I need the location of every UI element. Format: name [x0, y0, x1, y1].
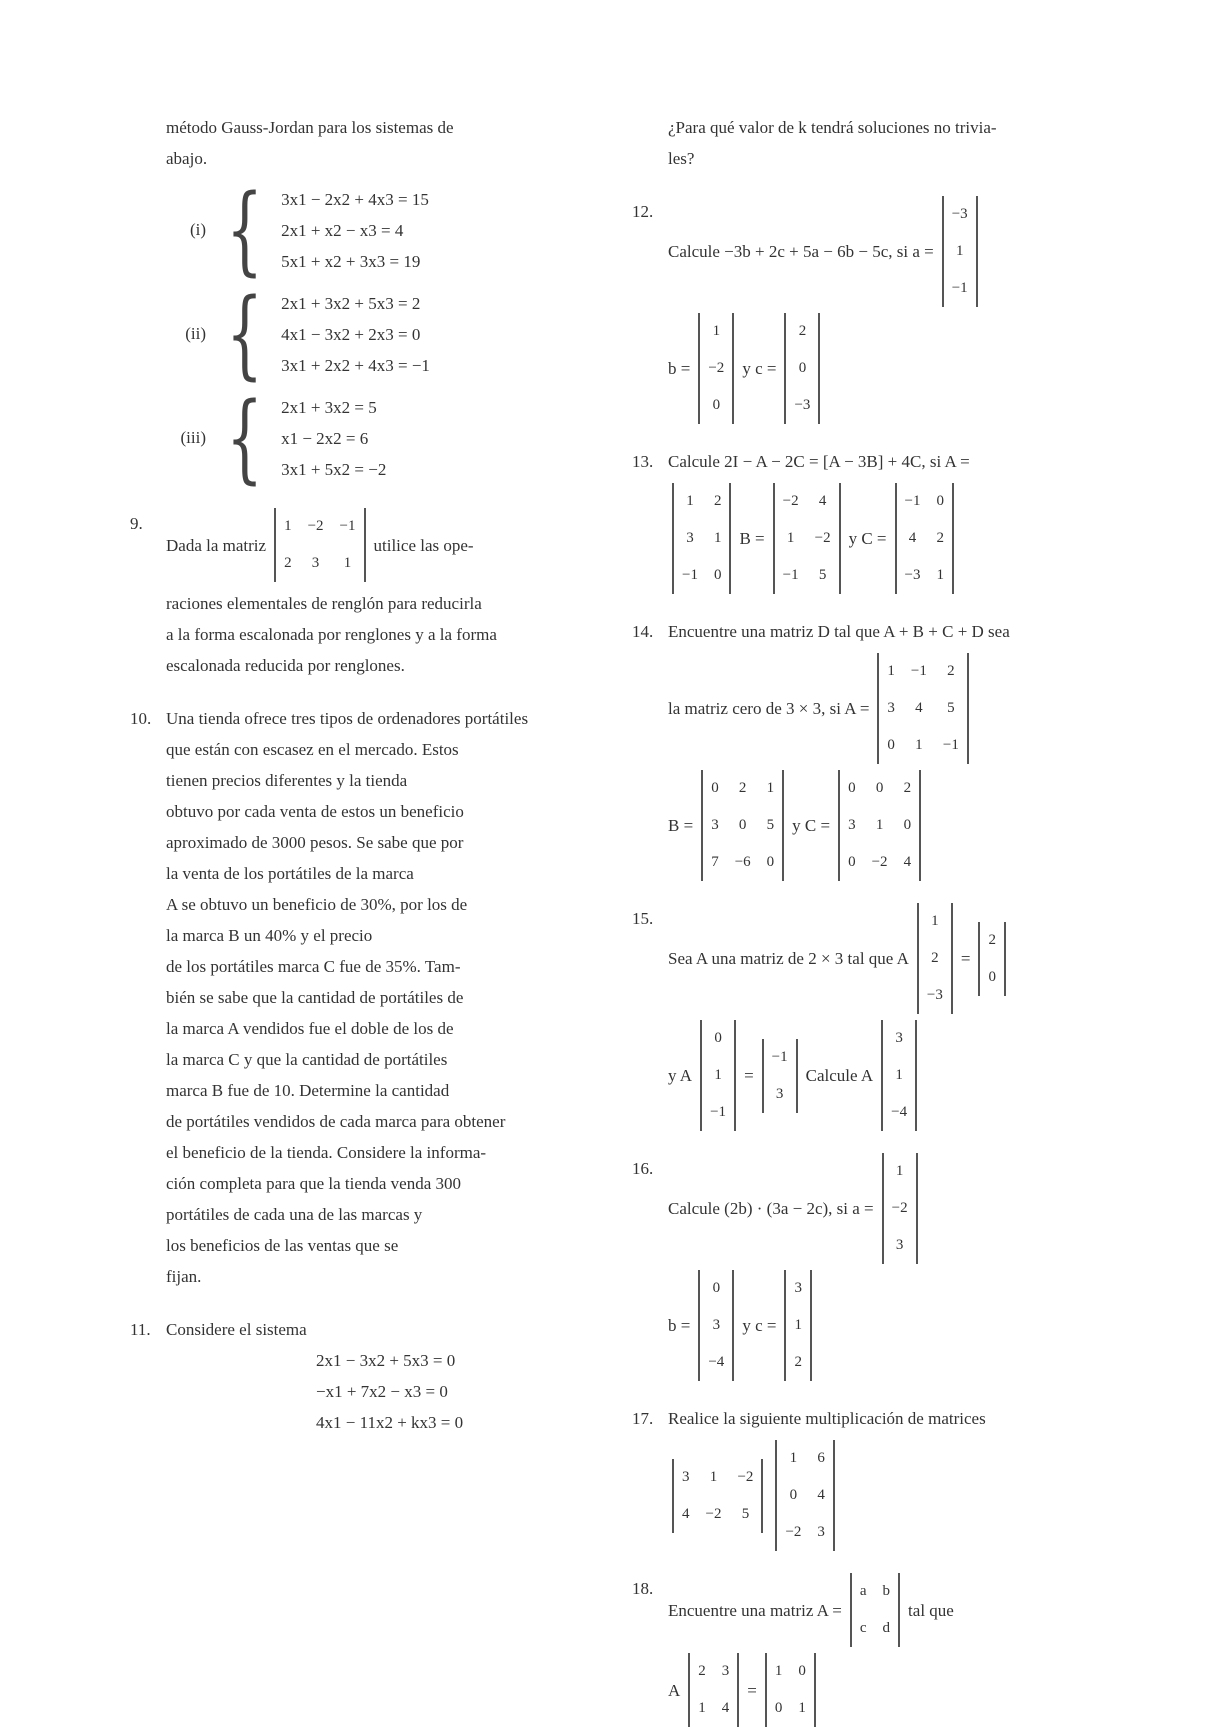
matrix-entry: 7 [711, 854, 719, 870]
problem-text: el beneficio de la tienda. Considere la informa- [166, 1143, 487, 1162]
vector [917, 903, 953, 1014]
vector [784, 1270, 812, 1381]
matrix-entry: 0 [798, 1663, 806, 1679]
problem-text: A se obtuvo un beneficio de 30%, por los de [166, 895, 468, 914]
matrix-entry: 3 [711, 817, 719, 833]
matrix-entry: 0 [798, 360, 807, 376]
matrix-entry: 1 [774, 1663, 783, 1679]
matrix-entry: 4 [682, 1505, 690, 1522]
vector [762, 1039, 798, 1113]
matrix-entry: 3 [895, 1237, 904, 1253]
problem-text: utilice las ope- [373, 535, 474, 555]
matrix-entry: 3 [682, 1468, 690, 1485]
matrix-entry: 0 [875, 780, 884, 796]
matrix-entry: −3 [904, 567, 921, 583]
matrix-entry: 1 [955, 243, 964, 259]
matrix-entry: −6 [734, 854, 751, 870]
matrix-entry: 1 [875, 817, 884, 833]
brace-icon: { [226, 382, 263, 494]
problem-text: Encuentre una matriz D tal que A + B + C + D sea [668, 622, 1010, 641]
problem-number: 13. [632, 452, 654, 471]
matrix-entry: 5 [766, 817, 775, 833]
problem-text: ción completa para que la tienda venda 300 [166, 1174, 462, 1193]
problem-text: obtuvo por cada venta de estos un beneficio [166, 802, 464, 821]
matrix-entry: 0 [848, 854, 856, 870]
matrix-entry: 4 [818, 493, 827, 509]
equation: 4x1 − 11x2 + kx3 = 0 [316, 1413, 464, 1432]
matrix-entry: −2 [737, 1468, 754, 1485]
vector [942, 196, 978, 307]
matrix-entry: 1 [766, 780, 775, 796]
problem-number: 16. [632, 1159, 654, 1178]
matrix-entry: 0 [766, 854, 775, 870]
matrix-entry: a [859, 1583, 867, 1599]
matrix [688, 1653, 739, 1727]
matrix-entry: −3 [926, 987, 943, 1003]
matrix-entry: 1 [284, 518, 292, 534]
matrix-entry: −3 [794, 397, 811, 413]
problem-text: la marca B un 40% y el precio [166, 926, 373, 945]
problem-10 [130, 703, 600, 1292]
problem-13 [632, 446, 1102, 594]
equation: 2x1 + 3x2 = 5 [281, 397, 377, 417]
matrix [838, 770, 921, 881]
matrix [672, 1459, 763, 1533]
problem-text: a la forma escalonada por renglones y a la forma [166, 625, 497, 644]
vector [882, 1153, 918, 1264]
system-label: (ii) [185, 324, 206, 343]
matrix-entry: 2 [936, 530, 944, 546]
matrix-entry: 1 [798, 1700, 806, 1716]
equation-system [170, 278, 600, 390]
matrix-entry: 1 [686, 493, 694, 509]
equation: 2x1 + 3x2 + 5x3 = 2 [281, 293, 421, 313]
vector [881, 1020, 917, 1131]
matrix-entry: 1 [915, 737, 923, 753]
matrix-entry: 2 [738, 780, 747, 796]
continuation-line: les? [668, 149, 695, 168]
vector [978, 922, 1006, 996]
problem-text: fijan. [166, 1267, 202, 1286]
matrix-entry: −3 [951, 206, 968, 222]
matrix-entry: 3 [686, 530, 694, 546]
matrix-entry: −2 [307, 518, 324, 534]
matrix-entry: 1 [931, 913, 939, 929]
matrix-entry: −1 [904, 493, 921, 509]
problem-text: Dada la matriz [166, 535, 267, 555]
matrix-entry: 0 [936, 493, 944, 509]
problem-text: la venta de los portátiles de la marca [166, 864, 414, 883]
matrix-entry: −2 [782, 493, 799, 509]
equation: x1 − 2x2 = 6 [281, 428, 369, 448]
matrix-entry: 5 [741, 1505, 750, 1522]
vector [698, 1270, 734, 1381]
matrix-entry: 2 [903, 780, 912, 796]
matrix-entry: −1 [771, 1048, 788, 1065]
intro-line: abajo. [166, 149, 208, 168]
matrix-entry: 1 [895, 1067, 903, 1083]
matrix-entry: 1 [698, 1700, 706, 1716]
label: A [668, 1680, 681, 1700]
matrix-entry: 2 [798, 323, 807, 339]
matrix-entry: 4 [817, 1487, 825, 1503]
label: = [747, 1680, 757, 1700]
brace-icon: { [226, 174, 263, 286]
matrix-entry: 2 [988, 931, 996, 948]
problem-9 [130, 508, 600, 681]
matrix-entry: −2 [785, 1524, 802, 1540]
label: y C = [792, 816, 831, 835]
matrix-entry: 1 [712, 323, 721, 339]
system-label: (iii) [180, 428, 206, 447]
matrix-entry: 0 [887, 737, 895, 753]
matrix [701, 770, 784, 881]
brace-icon: { [226, 278, 263, 390]
problem-text: de los portátiles marca C fue de 35%. Tam- [166, 957, 461, 976]
label: B = [668, 816, 694, 835]
intro-line: método Gauss-Jordan para los sistemas de [166, 118, 454, 137]
problem-text: Calcule −3b + 2c + 5a − 6b − 5c, si a = [668, 242, 934, 261]
matrix-entry: 3 [311, 555, 320, 571]
problem-text: los beneficios de las ventas que se [166, 1236, 399, 1255]
problem-text: Calcule 2I − A − 2C = [A − 3B] + 4C, si A = [668, 452, 970, 471]
problem-text: la marca C y que la cantidad de portátiles [166, 1050, 448, 1069]
vector [784, 313, 820, 424]
matrix-entry: −2 [871, 854, 888, 870]
matrix-entry: 5 [818, 567, 827, 583]
matrix-entry: −1 [339, 518, 356, 534]
matrix-entry: 0 [713, 567, 722, 583]
matrix-entry: c [859, 1620, 867, 1636]
problem-text: aproximado de 3000 pesos. Se sabe que por [166, 833, 464, 852]
problem-16 [632, 1153, 1102, 1381]
right-column [632, 112, 1102, 1733]
problem-17 [632, 1403, 1102, 1551]
equation: 2x1 + x2 − x3 = 4 [281, 220, 404, 240]
matrix-entry: 4 [721, 1700, 730, 1716]
matrix-entry: 3 [721, 1663, 730, 1679]
matrix-entry: 0 [903, 817, 912, 833]
problem-12 [632, 196, 1102, 424]
problem-number: 12. [632, 202, 654, 221]
matrix-entry: 3 [794, 1280, 802, 1296]
problem-text: la marca A vendidos fue el doble de los de [166, 1019, 454, 1038]
equation: 4x1 − 3x2 + 2x3 = 0 [281, 324, 421, 344]
matrix-entry: −1 [710, 1104, 727, 1120]
matrix-entry: 1 [713, 530, 722, 546]
matrix-entry: 4 [903, 854, 912, 870]
equation: −x1 + 7x2 − x3 = 0 [316, 1382, 448, 1401]
problem-text: Realice la siguiente multiplicación de matrices [668, 1409, 986, 1428]
matrix-entry: −1 [682, 567, 698, 583]
matrix-entry: 0 [714, 1030, 722, 1046]
matrix-entry: d [882, 1620, 891, 1636]
equation: 5x1 + x2 + 3x3 = 19 [281, 251, 421, 271]
label: b = [668, 359, 691, 378]
matrix-entry: −4 [708, 1354, 725, 1370]
problem-number: 18. [632, 1579, 654, 1598]
matrix-entry: 4 [915, 700, 923, 716]
label: y C = [848, 529, 887, 548]
problem-text: Considere el sistema [166, 1320, 307, 1339]
continuation-line: ¿Para qué valor de k tendrá soluciones no trivia- [668, 118, 997, 137]
label: y c = [742, 1316, 777, 1335]
matrix-entry: −2 [705, 1505, 722, 1522]
matrix-entry: 0 [848, 780, 856, 796]
matrix-entry: 1 [794, 1317, 802, 1333]
matrix-entry: 1 [786, 530, 795, 546]
vector [698, 313, 734, 424]
label: b = [668, 1316, 691, 1335]
matrix-entry: 6 [817, 1450, 825, 1466]
problem-text: Encuentre una matriz A = [668, 1600, 842, 1620]
matrix-entry: 0 [988, 968, 996, 985]
matrix-entry: −1 [782, 567, 799, 583]
matrix-entry: −2 [891, 1200, 908, 1216]
matrix-entry: 2 [284, 555, 292, 571]
matrix-entry: 3 [817, 1524, 825, 1540]
matrix-entry: 0 [711, 780, 719, 796]
matrix-entry: 1 [895, 1163, 904, 1179]
problem-text: Calcule (2b) · (3a − 2c), si a = [668, 1199, 874, 1218]
matrix [672, 483, 731, 594]
problem-number: 10. [130, 709, 152, 728]
problem-text: la matriz cero de 3 × 3, si A = [668, 699, 870, 718]
equation: 3x1 − 2x2 + 4x3 = 15 [281, 189, 429, 209]
label: y A [668, 1066, 693, 1085]
equation: 2x1 − 3x2 + 5x3 = 0 [316, 1351, 456, 1370]
matrix [775, 1440, 834, 1551]
matrix-entry: 1 [887, 663, 895, 679]
matrix-entry: 5 [947, 700, 955, 716]
matrix-entry: 2 [931, 950, 939, 966]
matrix-entry: 3 [775, 1085, 784, 1102]
matrix-entry: −2 [708, 360, 725, 376]
matrix [877, 653, 968, 764]
matrix-entry: 1 [714, 1067, 722, 1083]
matrix-entry: 0 [712, 397, 721, 413]
problem-14 [632, 616, 1102, 881]
problem-text: portátiles de cada una de las marcas y [166, 1205, 423, 1224]
matrix-entry: 3 [895, 1030, 903, 1046]
problem-text: escalonada reducida por renglones. [166, 656, 405, 675]
problem-18 [632, 1573, 1102, 1727]
problem-number: 15. [632, 909, 654, 928]
problem-text: Sea A una matriz de 2 × 3 tal que A [668, 949, 909, 968]
matrix-entry: 1 [789, 1450, 798, 1466]
problem-text: de portátiles vendidos de cada marca para obtener [166, 1112, 506, 1131]
matrix-entry: −1 [942, 737, 959, 753]
vector [700, 1020, 736, 1131]
matrix-entry: 1 [343, 555, 352, 571]
label: y c = [742, 359, 777, 378]
problem-number: 9. [130, 514, 143, 533]
problem-text: Una tienda ofrece tres tipos de ordenadores portátiles [166, 709, 529, 728]
label: tal que [908, 1600, 954, 1620]
matrix [850, 1573, 900, 1647]
label: Calcule A [805, 1066, 874, 1085]
matrix-entry: −1 [951, 280, 968, 296]
problem-15: 15. Sea A una matriz de 2 × 3 tal que A 1 2 −3 = 2 0 y A 0 1 −1 = −1 3 Calcule A 3 1 −4 [632, 903, 1102, 1131]
matrix-entry: b [882, 1583, 891, 1599]
matrix-entry: 2 [947, 663, 955, 679]
matrix-entry: 1 [936, 567, 944, 583]
matrix-entry: 2 [713, 493, 722, 509]
matrix-entry: 2 [794, 1354, 802, 1370]
left-column [130, 112, 600, 1438]
matrix [895, 483, 954, 594]
label: B = [739, 529, 765, 548]
matrix-entry: 3 [848, 817, 856, 833]
problem-11 [130, 1314, 600, 1438]
problem-number: 17. [632, 1409, 654, 1428]
matrix [773, 483, 841, 594]
matrix-entry: 3 [712, 1317, 721, 1333]
equation-system [170, 174, 600, 286]
problem-number: 14. [632, 622, 654, 641]
matrix [274, 508, 365, 582]
matrix-entry: 3 [887, 700, 895, 716]
matrix-entry: 0 [789, 1487, 798, 1503]
matrix-entry: 0 [712, 1280, 721, 1296]
problem-text: bién se sabe que la cantidad de portátiles de [166, 988, 464, 1007]
matrix-entry: −2 [814, 530, 831, 546]
matrix-entry: 4 [908, 530, 917, 546]
matrix [765, 1653, 816, 1727]
equation: 3x1 + 2x2 + 4x3 = −1 [281, 355, 430, 375]
matrix-entry: −4 [891, 1104, 908, 1120]
matrix-entry: 1 [709, 1468, 718, 1485]
matrix-entry: 0 [738, 817, 747, 833]
problem-text: raciones elementales de renglón para reducirla [166, 594, 482, 613]
problem-text: marca B fue de 10. Determine la cantidad [166, 1081, 450, 1100]
equation-system [170, 382, 600, 494]
problem-number: 11. [130, 1320, 151, 1339]
matrix-entry: 0 [774, 1700, 783, 1716]
matrix-entry: 2 [698, 1663, 706, 1679]
system-label: (i) [189, 220, 206, 239]
equation: 3x1 + 5x2 = −2 [281, 459, 387, 479]
problem-text: que están con escasez en el mercado. Estos [166, 740, 459, 759]
problem-text: tienen precios diferentes y la tienda [166, 771, 408, 790]
matrix-entry: −1 [910, 663, 927, 679]
